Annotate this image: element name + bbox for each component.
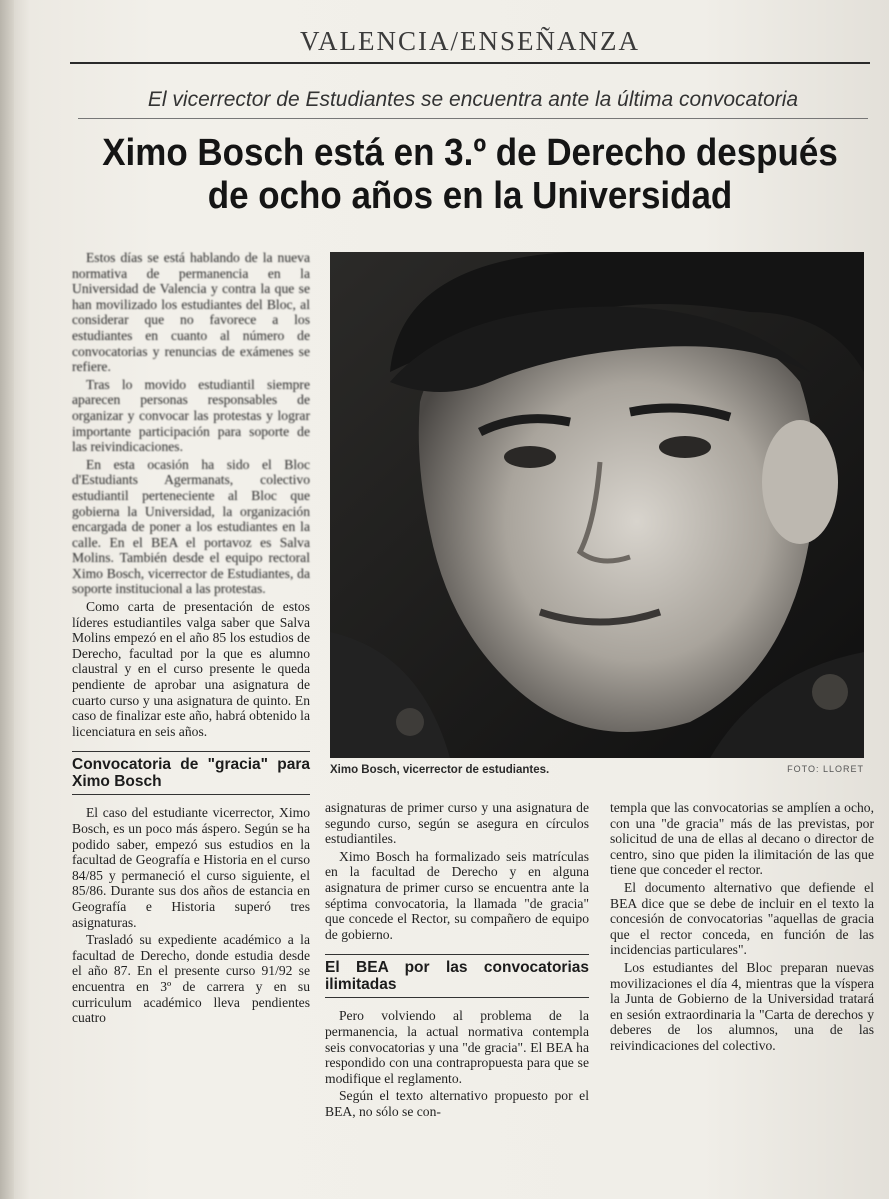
subheading: Convocatoria de "gracia" para Ximo Bosch	[72, 751, 310, 795]
photo-caption	[330, 764, 864, 776]
paragraph: Los estudiantes del Bloc preparan nuevas movilizaciones el día 4, mientras que la víspera la Junta de Gobierno de la Universidad tratará en sesión extraordinaria la "Carta de derechos y deberes de los alumnos, una de las reivindicaciones del colectivo.	[610, 959, 874, 1053]
portrait-image	[330, 252, 864, 758]
subheading: El BEA por las convocatorias ilimitadas	[325, 954, 589, 998]
paragraph: asignaturas de primer curso y una asignatura de segundo curso, según se asegura en círculos estudiantiles.	[325, 800, 589, 847]
caption-text: Ximo Bosch, vicerrector de estudiantes.	[330, 764, 550, 776]
paragraph: Según el texto alternativo propuesto por el BEA, no sólo se con-	[325, 1088, 589, 1119]
paragraph: templa que las convocatorias se amplíen a ocho, con una "de gracia" más de las previstas, por solicitud de una de ellas al decano o director de centro, sino que piden la ilimitación de las que tiene que conceder el rector.	[610, 800, 874, 878]
kicker-subtitle: El vicerrector de Estudiantes se encuentra ante la última convocatoria	[78, 88, 868, 119]
paragraph: El caso del estudiante vicerrector, Ximo Bosch, es un poco más áspero. Según se ha podido saber, empezó sus estudios en la facultad de Geografía e Historia en el curso 84/85 y permaneció el curso siguiente, el 85/86. Durante sus dos años de estancia en Geografía e Historia superó tres asignaturas.	[72, 805, 310, 930]
paragraph: Trasladó su expediente académico a la facultad de Derecho, donde estudia desde el año 87. En el presente curso 91/92 se encuentra en 3º de carrera y en su curriculum académico lleva pendientes cuatro	[72, 932, 310, 1026]
paragraph: Estos días se está hablando de la nueva normativa de permanencia en la Universidad de Valencia y contra la que se han movilizado los estudiantes del Bloc, al considerar que no favorece a los estudiantes en cuanto al número de convocatorias y renuncias de exámenes se refiere.	[72, 250, 310, 375]
page-edge-shadow	[0, 0, 14, 1199]
paragraph: Ximo Bosch ha formalizado seis matrículas en la facultad de Derecho y en alguna asignatura de primer curso se encuentra ante la séptima convocatoria, la llamada "de gracia" que concede el Rector, su compañero de equipo de gobierno.	[325, 848, 589, 942]
article-column-3	[610, 800, 874, 1056]
article-column-1	[72, 250, 310, 1028]
section-header	[70, 22, 870, 64]
section-title: VALENCIA/ENSEÑANZA	[300, 26, 640, 56]
paragraph: Como carta de presentación de estos líderes estudiantiles valga saber que Salva Molins empezó en el año 85 los estudios de Derecho, facultad por la que es alumno claustral y en el curso presente le queda pendiente de aprobar una asignatura de cuarto curso y una asignatura de quinto. En caso de finalizar este año, habrá obtenido la licenciatura en seis años.	[72, 599, 310, 739]
paragraph: Tras lo movido estudiantil siempre aparecen personas responsables de organizar y convocar las protestas y lograr importante participación para soporte de las reivindicaciones.	[72, 376, 310, 455]
paragraph: El documento alternativo que defiende el BEA dice que se debe de incluir en el texto la concesión de convocatorias "aquellas de gracia que el rector conceda, en función de las incidencias particulares".	[610, 879, 874, 958]
photo-credit: FOTO: LLORET	[787, 764, 864, 774]
paragraph: En esta ocasión ha sido el Bloc d'Estudiants Agermanats, colectivo estudiantil perteneciente al Bloc que gobierna la Universidad, la organización encargada de poner a los estudiantes en la calle. En el BEA el portavoz es Salva Molins. También desde el equipo rectoral Ximo Bosch, vicerrector de Estudiantes, da soporte institucional a las protestas.	[72, 456, 310, 597]
portrait-photo	[330, 252, 864, 758]
paragraph: Pero volviendo al problema de la permanencia, la actual normativa contempla seis convocatorias y una "de gracia". El BEA ha respondido con una contrapropuesta para que se modifique el reglamento.	[325, 1008, 589, 1086]
article-column-2	[325, 800, 589, 1122]
headline: Ximo Bosch está en 3.º de Derecho después de ocho años en la Universidad	[102, 132, 838, 217]
